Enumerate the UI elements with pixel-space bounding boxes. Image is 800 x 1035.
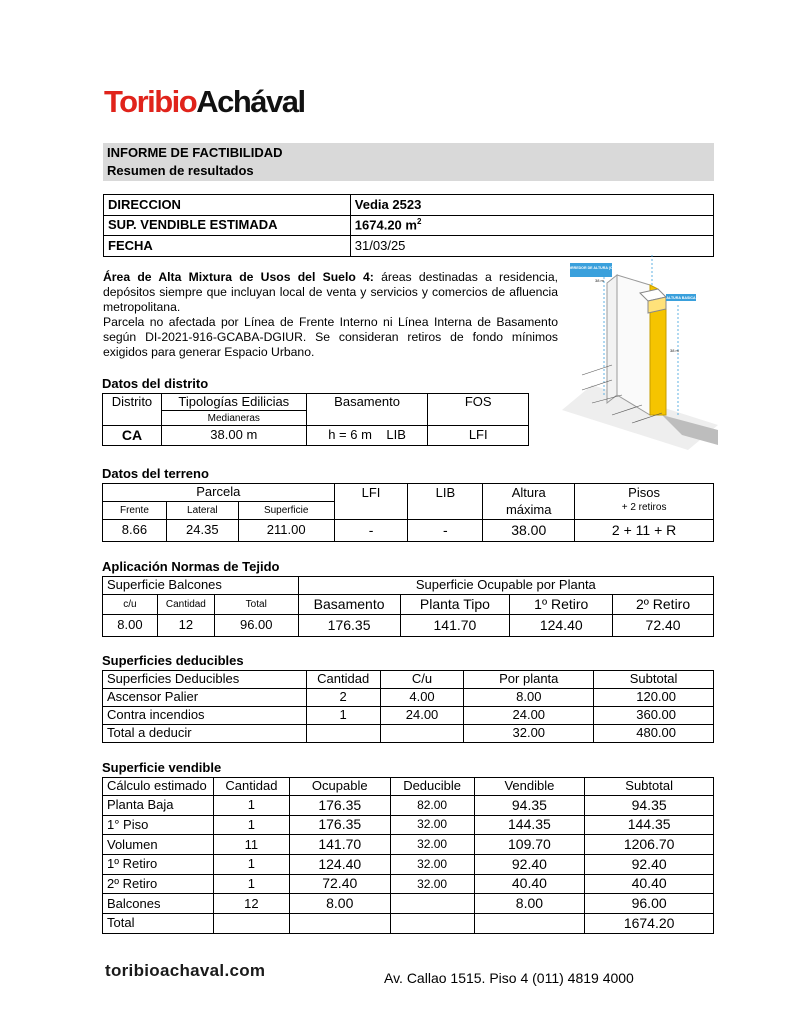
deducibles-cell: 4.00: [380, 689, 464, 707]
vendible-cell: [289, 914, 390, 934]
tejido-header-total: Total: [214, 595, 298, 615]
deducibles-header: Subtotal: [594, 671, 714, 689]
report-title: INFORME DE FACTIBILIDAD: [107, 145, 283, 160]
deducibles-cell: 24.00: [380, 707, 464, 725]
vendible-cell: 72.40: [289, 874, 390, 894]
tejido-total-value: 96.00: [214, 615, 298, 637]
summary-label: SUP. VENDIBLE ESTIMADA: [104, 215, 351, 236]
deducibles-cell: 8.00: [464, 689, 594, 707]
deducibles-header: Por planta: [464, 671, 594, 689]
summary-label: DIRECCION: [104, 195, 351, 216]
distrito-data-row: [103, 426, 529, 446]
logo-part-2: Achával: [196, 84, 305, 119]
terreno-data-row: [103, 520, 714, 542]
diagram-label-mid-height: 38 m: [670, 348, 679, 353]
distrito-value: CA: [103, 426, 162, 446]
tejido-header-balcones: Superficie Balcones: [103, 577, 299, 595]
diagram-label-altura-basica: ALTURA BASICA: [666, 296, 696, 300]
deducibles-cell: 2: [306, 689, 380, 707]
deducibles-total-row: [103, 725, 714, 743]
tejido-subheader-row: [103, 595, 714, 615]
tejido-header-retiro-2: 2º Retiro: [613, 595, 714, 615]
vendible-cell: 94.35: [474, 796, 585, 816]
terreno-header-lateral: Lateral: [166, 502, 238, 520]
vendible-cell: 8.00: [474, 894, 585, 914]
distrito-basamento-lib: LIB: [386, 427, 406, 443]
terreno-altura-value: 38.00: [483, 520, 575, 542]
vendible-cell: 1: [213, 855, 289, 875]
tejido-header-planta-tipo: Planta Tipo: [400, 595, 510, 615]
terreno-header-altura: Altura: [483, 484, 575, 502]
vendible-cell: [474, 914, 585, 934]
vendible-cell: 94.35: [585, 796, 714, 816]
distrito-heading: Datos del distrito: [102, 376, 209, 391]
vendible-row: [103, 894, 714, 914]
vendible-cell: 1674.20: [585, 914, 714, 934]
vendible-cell: [390, 894, 474, 914]
vendible-cell: 1: [213, 874, 289, 894]
summary-value-cell: [350, 215, 713, 236]
vendible-cell: 8.00: [289, 894, 390, 914]
footer-website: toribioachaval.com: [105, 961, 266, 980]
vendible-cell: Volumen: [103, 835, 214, 855]
summary-label: FECHA: [104, 236, 351, 257]
summary-value: Vedia 2523: [350, 195, 713, 216]
terreno-superficie-value: 211.00: [238, 520, 334, 542]
vendible-cell: Planta Baja: [103, 796, 214, 816]
deducibles-cell: [380, 725, 464, 743]
summary-value-superscript: 2: [416, 216, 422, 226]
distrito-basamento-h: h = 6 m: [328, 427, 372, 443]
vendible-total-row: [103, 914, 714, 934]
deducibles-cell: 32.00: [464, 725, 594, 743]
description-paragraph-2: Parcela no afectada por Línea de Frente Interno ni Línea Interna de Basamento según DI-2021-916-GCABA-DGIUR. Se consideran retiros de fondo mínimos exigidos para generar Espacio Urbano.: [103, 315, 558, 359]
vendible-heading: Superficie vendible: [102, 760, 222, 775]
deducibles-header: Cantidad: [306, 671, 380, 689]
deducibles-row: [103, 707, 714, 725]
distrito-header-row: [103, 394, 529, 411]
description-para1-rest: áreas destinadas a residencia, depósitos siempre que incluyan local de venta y servicios y comercios de afluencia metropolitana.: [103, 270, 558, 314]
deducibles-header: C/u: [380, 671, 464, 689]
deducibles-cell: [306, 725, 380, 743]
vendible-cell: [213, 914, 289, 934]
vendible-cell: 12: [213, 894, 289, 914]
logo-part-1: Toribio: [104, 84, 197, 119]
terreno-header-retiros: + 2 retiros: [575, 502, 714, 520]
terreno-heading: Datos del terreno: [102, 466, 209, 481]
vendible-header: Vendible: [474, 778, 585, 796]
deducibles-cell: 24.00: [464, 707, 594, 725]
deducibles-cell: 480.00: [594, 725, 714, 743]
vendible-cell: 144.35: [474, 815, 585, 835]
terreno-table: [102, 483, 714, 542]
terreno-frente-value: 8.66: [103, 520, 167, 542]
tejido-header-basamento: Basamento: [298, 595, 400, 615]
summary-value: 31/03/25: [350, 236, 713, 257]
terreno-header-parcela: Parcela: [103, 484, 335, 502]
distrito-header-tipologias: Tipologías Edilicias: [161, 394, 306, 411]
vendible-row: [103, 796, 714, 816]
vendible-cell: [390, 914, 474, 934]
vendible-cell: 144.35: [585, 815, 714, 835]
vendible-table: [102, 777, 714, 934]
description-bold-lead: Área de Alta Mixtura de Usos del Suelo 4:: [103, 270, 374, 284]
deducibles-header-row: [103, 671, 714, 689]
vendible-cell: 32.00: [390, 815, 474, 835]
distrito-table: [102, 393, 529, 446]
deducibles-cell: 360.00: [594, 707, 714, 725]
vendible-cell: 1º Retiro: [103, 855, 214, 875]
diagram-label-corredor-height: 38 m: [595, 278, 604, 283]
vendible-header: Cantidad: [213, 778, 289, 796]
vendible-cell: Balcones: [103, 894, 214, 914]
deducibles-heading: Superficies deducibles: [102, 653, 244, 668]
distrito-header-basamento: Basamento: [306, 394, 428, 426]
terreno-header-lfi: LFI: [334, 484, 408, 520]
vendible-cell: 40.40: [585, 874, 714, 894]
vendible-cell: 92.40: [474, 855, 585, 875]
distrito-basamento-cell: [306, 426, 428, 446]
deducibles-cell: Total a deducir: [103, 725, 307, 743]
vendible-header: Deducible: [390, 778, 474, 796]
distrito-header-fos: FOS: [428, 394, 529, 426]
terreno-lib-value: -: [408, 520, 483, 542]
vendible-header: Ocupable: [289, 778, 390, 796]
vendible-cell: 32.00: [390, 835, 474, 855]
deducibles-table: [102, 670, 714, 743]
zoning-description: [103, 270, 558, 360]
terreno-header-lib: LIB: [408, 484, 483, 520]
distrito-fos-value: LFI: [428, 426, 529, 446]
tejido-planta-tipo-value: 141.70: [400, 615, 510, 637]
vendible-cell: 1: [213, 796, 289, 816]
vendible-cell: 141.70: [289, 835, 390, 855]
tejido-retiro-2-value: 72.40: [613, 615, 714, 637]
vendible-row: [103, 874, 714, 894]
vendible-cell: 82.00: [390, 796, 474, 816]
terreno-header-superficie: Superficie: [238, 502, 334, 520]
tejido-basamento-value: 176.35: [298, 615, 400, 637]
vendible-cell: 1206.70: [585, 835, 714, 855]
footer-address: Av. Callao 1515. Piso 4 (011) 4819 4000: [384, 970, 634, 986]
terreno-header-maxima: máxima: [483, 502, 575, 520]
vendible-row: [103, 815, 714, 835]
summary-row: [104, 215, 714, 236]
terreno-header-row: [103, 484, 714, 502]
terreno-header-pisos: Pisos: [575, 484, 714, 502]
vendible-header-row: [103, 778, 714, 796]
deducibles-header: Superficies Deducibles: [103, 671, 307, 689]
tejido-table: [102, 576, 714, 637]
terreno-header-frente: Frente: [103, 502, 167, 520]
vendible-cell: 92.40: [585, 855, 714, 875]
vendible-cell: 176.35: [289, 815, 390, 835]
summary-row: [104, 236, 714, 257]
diagram-side-wall: [607, 275, 617, 403]
tejido-heading: Aplicación Normas de Tejido: [102, 559, 280, 574]
tejido-retiro-1-value: 124.40: [510, 615, 613, 637]
tejido-header-retiro-1: 1º Retiro: [510, 595, 613, 615]
vendible-cell: 176.35: [289, 796, 390, 816]
tejido-data-row: [103, 615, 714, 637]
company-logo: [104, 84, 305, 120]
vendible-row: [103, 855, 714, 875]
vendible-header: Cálculo estimado: [103, 778, 214, 796]
vendible-cell: 32.00: [390, 855, 474, 875]
distrito-header-medianeras: Medianeras: [161, 411, 306, 426]
vendible-cell: 32.00: [390, 874, 474, 894]
diagram-label-corredor: CORREDOR DE ALTURA (CA): [565, 266, 617, 270]
terreno-pisos-value: 2 + 11 + R: [575, 520, 714, 542]
vendible-cell: 40.40: [474, 874, 585, 894]
report-header-bar: [103, 143, 714, 181]
deducibles-cell: 120.00: [594, 689, 714, 707]
description-paragraph-1: [103, 270, 558, 315]
summary-value: 1674.20 m: [354, 217, 417, 233]
terreno-lateral-value: 24.35: [166, 520, 238, 542]
vendible-cell: 124.40: [289, 855, 390, 875]
deducibles-cell: 1: [306, 707, 380, 725]
summary-table: [103, 194, 714, 257]
summary-row: [104, 195, 714, 216]
deducibles-cell: Contra incendios: [103, 707, 307, 725]
distrito-medianeras-value: 38.00 m: [161, 426, 306, 446]
tejido-header-cu: c/u: [103, 595, 158, 615]
terreno-lfi-value: -: [334, 520, 408, 542]
vendible-row: [103, 835, 714, 855]
vendible-cell: 1: [213, 815, 289, 835]
report-subtitle: Resumen de resultados: [107, 163, 254, 178]
vendible-cell: 109.70: [474, 835, 585, 855]
distrito-header-distrito: Distrito: [103, 394, 162, 426]
tejido-header-ocupable: Superficie Ocupable por Planta: [298, 577, 713, 595]
deducibles-row: [103, 689, 714, 707]
tejido-header-cantidad: Cantidad: [157, 595, 214, 615]
tejido-header-row: [103, 577, 714, 595]
vendible-cell: Total: [103, 914, 214, 934]
deducibles-cell: Ascensor Palier: [103, 689, 307, 707]
vendible-cell: 96.00: [585, 894, 714, 914]
tejido-cantidad-value: 12: [157, 615, 214, 637]
tejido-cu-value: 8.00: [103, 615, 158, 637]
vendible-cell: 2º Retiro: [103, 874, 214, 894]
vendible-header: Subtotal: [585, 778, 714, 796]
building-section-diagram: [562, 255, 718, 450]
vendible-cell: 1° Piso: [103, 815, 214, 835]
vendible-cell: 11: [213, 835, 289, 855]
